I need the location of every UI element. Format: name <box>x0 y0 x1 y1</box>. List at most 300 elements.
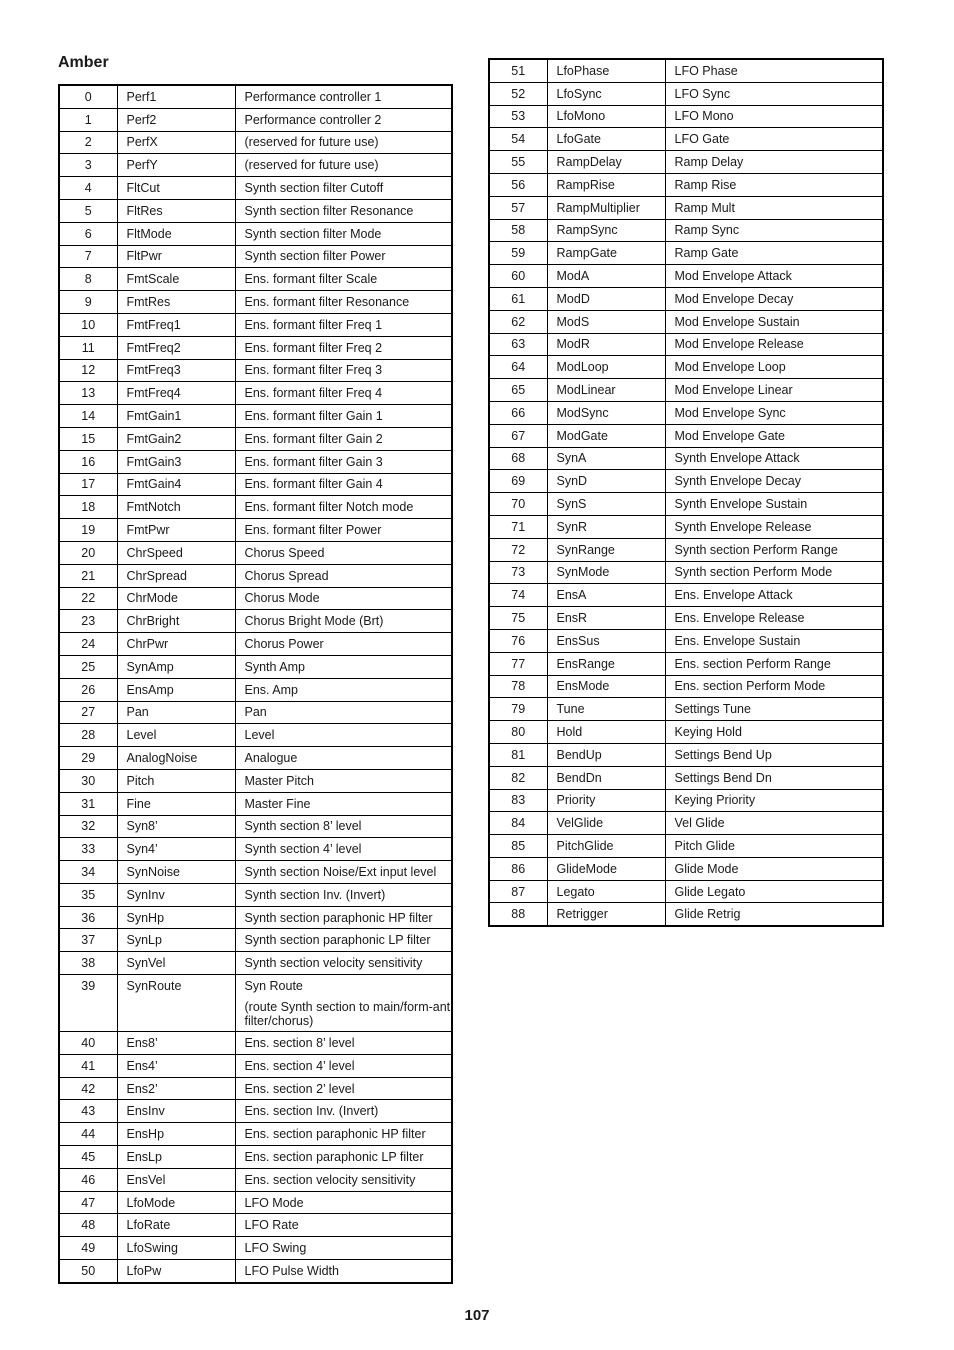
param-number: 42 <box>59 1077 117 1100</box>
param-description: Ens. section velocity sensitivity <box>235 1168 452 1191</box>
param-name: LfoSync <box>547 82 665 105</box>
param-number: 13 <box>59 382 117 405</box>
param-name: RampDelay <box>547 151 665 174</box>
param-description: Ens. formant filter Power <box>235 519 452 542</box>
table-row <box>59 1191 452 1214</box>
param-number: 18 <box>59 496 117 519</box>
param-description: LFO Gate <box>665 128 883 151</box>
param-name: ModR <box>547 333 665 356</box>
param-name: SynInv <box>117 883 235 906</box>
param-number: 11 <box>59 336 117 359</box>
table-row <box>59 952 452 975</box>
param-name: SynRange <box>547 538 665 561</box>
parameter-table-right-body <box>489 59 883 926</box>
param-description: Analogue <box>235 747 452 770</box>
table-row <box>489 379 883 402</box>
param-description: Synth section filter Mode <box>235 222 452 245</box>
param-number: 37 <box>59 929 117 952</box>
table-row <box>59 633 452 656</box>
param-name: FltMode <box>117 222 235 245</box>
param-name: RampRise <box>547 173 665 196</box>
table-row <box>489 59 883 82</box>
param-name: Pitch <box>117 769 235 792</box>
table-row <box>59 1168 452 1191</box>
param-number: 23 <box>59 610 117 633</box>
table-row <box>59 655 452 678</box>
table-row <box>59 313 452 336</box>
param-number: 10 <box>59 313 117 336</box>
param-name: Fine <box>117 792 235 815</box>
param-description: Chorus Mode <box>235 587 452 610</box>
param-number: 22 <box>59 587 117 610</box>
param-description: Ens. section Perform Range <box>665 652 883 675</box>
table-row <box>489 652 883 675</box>
param-number: 48 <box>59 1214 117 1237</box>
param-number: 45 <box>59 1146 117 1169</box>
table-row <box>59 199 452 222</box>
param-description: Synth Amp <box>235 655 452 678</box>
param-name: Ens2’ <box>117 1077 235 1100</box>
table-row <box>489 903 883 926</box>
param-number: 65 <box>489 379 547 402</box>
param-number: 46 <box>59 1168 117 1191</box>
table-row <box>59 450 452 473</box>
table-row <box>59 587 452 610</box>
table-row <box>489 515 883 538</box>
table-row <box>59 906 452 929</box>
param-description: Chorus Spread <box>235 564 452 587</box>
table-row <box>489 356 883 379</box>
param-name: EnsA <box>547 584 665 607</box>
param-number: 2 <box>59 131 117 154</box>
param-name: PerfX <box>117 131 235 154</box>
table-row <box>489 493 883 516</box>
param-name: FmtNotch <box>117 496 235 519</box>
table-row <box>59 701 452 724</box>
param-number: 43 <box>59 1100 117 1123</box>
param-description: Ens. section paraphonic HP filter <box>235 1123 452 1146</box>
param-number: 1 <box>59 108 117 131</box>
table-row <box>59 108 452 131</box>
param-description: Ens. Envelope Attack <box>665 584 883 607</box>
param-number: 44 <box>59 1123 117 1146</box>
param-number: 74 <box>489 584 547 607</box>
param-number: 0 <box>59 85 117 108</box>
table-row <box>489 310 883 333</box>
param-name: LfoPhase <box>547 59 665 82</box>
param-description: Mod Envelope Attack <box>665 265 883 288</box>
param-name: SynA <box>547 447 665 470</box>
param-number: 17 <box>59 473 117 496</box>
param-number: 64 <box>489 356 547 379</box>
param-number: 47 <box>59 1191 117 1214</box>
param-number: 67 <box>489 424 547 447</box>
table-row <box>59 427 452 450</box>
param-name: AnalogNoise <box>117 747 235 770</box>
param-number: 35 <box>59 883 117 906</box>
param-number: 54 <box>489 128 547 151</box>
table-row <box>489 173 883 196</box>
param-name: EnsHp <box>117 1123 235 1146</box>
param-name: RampMultiplier <box>547 196 665 219</box>
param-name: ChrBright <box>117 610 235 633</box>
param-description: Mod Envelope Sync <box>665 401 883 424</box>
table-row <box>59 1146 452 1169</box>
table-row <box>489 447 883 470</box>
param-description: (reserved for future use) <box>235 154 452 177</box>
param-number: 20 <box>59 541 117 564</box>
param-description: Ens. formant filter Freq 4 <box>235 382 452 405</box>
param-number: 51 <box>489 59 547 82</box>
param-description: (reserved for future use) <box>235 131 452 154</box>
table-row <box>59 1100 452 1123</box>
table-row <box>59 724 452 747</box>
param-name: Pan <box>117 701 235 724</box>
param-name: FltCut <box>117 177 235 200</box>
table-row <box>489 401 883 424</box>
table-row <box>489 857 883 880</box>
param-description: Settings Bend Up <box>665 743 883 766</box>
table-row <box>59 1054 452 1077</box>
param-description: Ens. formant filter Freq 3 <box>235 359 452 382</box>
param-name: FmtRes <box>117 291 235 314</box>
param-name: EnsRange <box>547 652 665 675</box>
table-row <box>489 151 883 174</box>
param-description: Ramp Rise <box>665 173 883 196</box>
param-number: 21 <box>59 564 117 587</box>
table-row <box>489 242 883 265</box>
param-number: 82 <box>489 766 547 789</box>
param-name: SynAmp <box>117 655 235 678</box>
param-name: SynMode <box>547 561 665 584</box>
param-description: Synth Envelope Sustain <box>665 493 883 516</box>
table-row <box>489 698 883 721</box>
param-description: Keying Priority <box>665 789 883 812</box>
param-description: Synth Envelope Release <box>665 515 883 538</box>
param-name: EnsAmp <box>117 678 235 701</box>
param-description: LFO Mono <box>665 105 883 128</box>
param-description: Glide Retrig <box>665 903 883 926</box>
param-description: Mod Envelope Linear <box>665 379 883 402</box>
param-description: Ens. formant filter Gain 2 <box>235 427 452 450</box>
table-row <box>489 470 883 493</box>
param-number: 60 <box>489 265 547 288</box>
param-name: FmtFreq1 <box>117 313 235 336</box>
param-description: Pan <box>235 701 452 724</box>
param-description: Master Fine <box>235 792 452 815</box>
param-number: 31 <box>59 792 117 815</box>
param-name: Tune <box>547 698 665 721</box>
table-row <box>489 607 883 630</box>
table-row <box>489 743 883 766</box>
table-row <box>59 154 452 177</box>
param-name: FmtPwr <box>117 519 235 542</box>
param-number: 72 <box>489 538 547 561</box>
param-number: 8 <box>59 268 117 291</box>
param-description: Synth section filter Cutoff <box>235 177 452 200</box>
param-number: 40 <box>59 1032 117 1055</box>
param-description <box>235 975 452 1032</box>
param-number: 33 <box>59 838 117 861</box>
param-number: 50 <box>59 1260 117 1283</box>
param-name: ModD <box>547 287 665 310</box>
param-name: Hold <box>547 721 665 744</box>
param-name: RampGate <box>547 242 665 265</box>
param-description: Ens. formant filter Gain 3 <box>235 450 452 473</box>
param-number: 57 <box>489 196 547 219</box>
param-description: Chorus Speed <box>235 541 452 564</box>
param-description: Ens. section 8’ level <box>235 1032 452 1055</box>
param-description: Ens. section 2’ level <box>235 1077 452 1100</box>
param-number: 79 <box>489 698 547 721</box>
param-description: Ens. formant filter Gain 1 <box>235 405 452 428</box>
param-description: Mod Envelope Decay <box>665 287 883 310</box>
param-description: Performance controller 2 <box>235 108 452 131</box>
param-name: PerfY <box>117 154 235 177</box>
table-row <box>59 405 452 428</box>
param-number: 25 <box>59 655 117 678</box>
param-name: ChrMode <box>117 587 235 610</box>
param-number: 49 <box>59 1237 117 1260</box>
param-description: Ramp Sync <box>665 219 883 242</box>
param-number: 26 <box>59 678 117 701</box>
param-description: Synth section Noise/Ext input level <box>235 861 452 884</box>
param-description: Ens. formant filter Freq 1 <box>235 313 452 336</box>
param-name: ModA <box>547 265 665 288</box>
table-row <box>59 245 452 268</box>
param-number: 86 <box>489 857 547 880</box>
param-name: FltRes <box>117 199 235 222</box>
param-description: Vel Glide <box>665 812 883 835</box>
param-description: LFO Phase <box>665 59 883 82</box>
table-row <box>489 538 883 561</box>
table-row <box>59 815 452 838</box>
param-number: 87 <box>489 880 547 903</box>
table-row <box>59 747 452 770</box>
param-description: Chorus Power <box>235 633 452 656</box>
param-name: SynR <box>547 515 665 538</box>
table-row <box>59 541 452 564</box>
param-description: Mod Envelope Loop <box>665 356 883 379</box>
table-row <box>59 131 452 154</box>
param-number: 55 <box>489 151 547 174</box>
param-number: 27 <box>59 701 117 724</box>
param-description: Ens. section Inv. (Invert) <box>235 1100 452 1123</box>
param-number: 7 <box>59 245 117 268</box>
param-number: 56 <box>489 173 547 196</box>
table-row <box>59 861 452 884</box>
table-row <box>59 177 452 200</box>
param-description: Mod Envelope Gate <box>665 424 883 447</box>
param-name: EnsSus <box>547 629 665 652</box>
param-name: PitchGlide <box>547 835 665 858</box>
param-name: ModLinear <box>547 379 665 402</box>
param-description: Synth section Perform Mode <box>665 561 883 584</box>
table-row <box>489 82 883 105</box>
table-row <box>59 85 452 108</box>
table-row <box>59 838 452 861</box>
param-number: 85 <box>489 835 547 858</box>
param-name: FmtFreq3 <box>117 359 235 382</box>
param-description: Synth Envelope Attack <box>665 447 883 470</box>
param-number: 5 <box>59 199 117 222</box>
param-name: SynS <box>547 493 665 516</box>
param-number: 75 <box>489 607 547 630</box>
param-number: 81 <box>489 743 547 766</box>
param-name: EnsInv <box>117 1100 235 1123</box>
param-number: 88 <box>489 903 547 926</box>
table-row <box>489 812 883 835</box>
param-number: 78 <box>489 675 547 698</box>
param-description: Synth section Perform Range <box>665 538 883 561</box>
table-row <box>59 792 452 815</box>
parameter-table-left <box>58 84 453 1284</box>
table-row <box>59 359 452 382</box>
table-row <box>489 196 883 219</box>
param-number: 69 <box>489 470 547 493</box>
param-name: BendUp <box>547 743 665 766</box>
table-row <box>59 336 452 359</box>
table-row <box>489 219 883 242</box>
param-description: Ramp Delay <box>665 151 883 174</box>
param-number: 39 <box>59 975 117 1032</box>
param-name: EnsVel <box>117 1168 235 1191</box>
section-title: Amber <box>58 54 109 71</box>
param-name: EnsR <box>547 607 665 630</box>
param-number: 73 <box>489 561 547 584</box>
param-name: EnsMode <box>547 675 665 698</box>
table-row <box>59 975 452 1032</box>
param-number: 4 <box>59 177 117 200</box>
table-row <box>489 333 883 356</box>
param-description-main: Syn Route <box>244 979 303 994</box>
param-name: LfoMono <box>547 105 665 128</box>
param-number: 32 <box>59 815 117 838</box>
table-row <box>59 1237 452 1260</box>
param-name: LfoPw <box>117 1260 235 1283</box>
table-row <box>489 128 883 151</box>
param-description: Synth section filter Power <box>235 245 452 268</box>
param-description: Ramp Gate <box>665 242 883 265</box>
param-description: Ens. formant filter Scale <box>235 268 452 291</box>
param-number: 24 <box>59 633 117 656</box>
table-row <box>59 1123 452 1146</box>
param-name: ChrPwr <box>117 633 235 656</box>
param-name: EnsLp <box>117 1146 235 1169</box>
param-description: Synth section velocity sensitivity <box>235 952 452 975</box>
param-number: 16 <box>59 450 117 473</box>
table-row <box>489 789 883 812</box>
param-name: Priority <box>547 789 665 812</box>
param-name: SynVel <box>117 952 235 975</box>
param-name: ModLoop <box>547 356 665 379</box>
param-description: Ens. Envelope Release <box>665 607 883 630</box>
param-number: 36 <box>59 906 117 929</box>
param-number: 80 <box>489 721 547 744</box>
param-description: Master Pitch <box>235 769 452 792</box>
table-row <box>59 610 452 633</box>
table-row <box>59 769 452 792</box>
param-name: Syn4’ <box>117 838 235 861</box>
parameter-table-left-body <box>59 85 452 1283</box>
param-description: Settings Tune <box>665 698 883 721</box>
table-row <box>489 265 883 288</box>
param-name: FmtGain4 <box>117 473 235 496</box>
table-row <box>489 584 883 607</box>
table-row <box>59 1214 452 1237</box>
param-number: 83 <box>489 789 547 812</box>
param-description: LFO Rate <box>235 1214 452 1237</box>
param-name: BendDn <box>547 766 665 789</box>
table-row <box>59 1260 452 1283</box>
param-name: FmtGain1 <box>117 405 235 428</box>
param-name: Syn8’ <box>117 815 235 838</box>
param-number: 76 <box>489 629 547 652</box>
param-number: 34 <box>59 861 117 884</box>
table-row <box>59 473 452 496</box>
param-number: 66 <box>489 401 547 424</box>
param-description: Synth section 4’ level <box>235 838 452 861</box>
table-row <box>489 105 883 128</box>
param-description: Synth section 8’ level <box>235 815 452 838</box>
table-row <box>59 222 452 245</box>
param-name: ChrSpread <box>117 564 235 587</box>
param-number: 3 <box>59 154 117 177</box>
param-name: FmtScale <box>117 268 235 291</box>
param-name: Ens4’ <box>117 1054 235 1077</box>
param-description-note: (route Synth section to main/form-ant filter/chorus) <box>244 1000 451 1029</box>
param-name: LfoGate <box>547 128 665 151</box>
param-name: Legato <box>547 880 665 903</box>
param-name: VelGlide <box>547 812 665 835</box>
param-description: Ens. section paraphonic LP filter <box>235 1146 452 1169</box>
param-name: ModGate <box>547 424 665 447</box>
param-number: 53 <box>489 105 547 128</box>
table-row <box>489 766 883 789</box>
param-name: Retrigger <box>547 903 665 926</box>
param-description: Ramp Mult <box>665 196 883 219</box>
param-number: 38 <box>59 952 117 975</box>
table-row <box>489 721 883 744</box>
param-number: 52 <box>489 82 547 105</box>
table-row <box>59 496 452 519</box>
param-description: LFO Sync <box>665 82 883 105</box>
table-row <box>59 1077 452 1100</box>
table-row <box>59 382 452 405</box>
param-description: LFO Swing <box>235 1237 452 1260</box>
param-number: 14 <box>59 405 117 428</box>
param-name: FmtGain2 <box>117 427 235 450</box>
table-row <box>489 424 883 447</box>
param-description: Ens. section Perform Mode <box>665 675 883 698</box>
param-description: Level <box>235 724 452 747</box>
table-row <box>59 678 452 701</box>
param-name: FmtFreq4 <box>117 382 235 405</box>
param-description: Ens. formant filter Notch mode <box>235 496 452 519</box>
param-name: FmtFreq2 <box>117 336 235 359</box>
param-description: Ens. section 4’ level <box>235 1054 452 1077</box>
param-description: Synth Envelope Decay <box>665 470 883 493</box>
table-row <box>489 835 883 858</box>
param-number: 71 <box>489 515 547 538</box>
param-number: 68 <box>489 447 547 470</box>
param-name: FltPwr <box>117 245 235 268</box>
param-name: SynHp <box>117 906 235 929</box>
param-description: Ens. formant filter Freq 2 <box>235 336 452 359</box>
parameter-table-right <box>488 58 884 927</box>
param-description: Synth section paraphonic LP filter <box>235 929 452 952</box>
param-name: LfoRate <box>117 1214 235 1237</box>
